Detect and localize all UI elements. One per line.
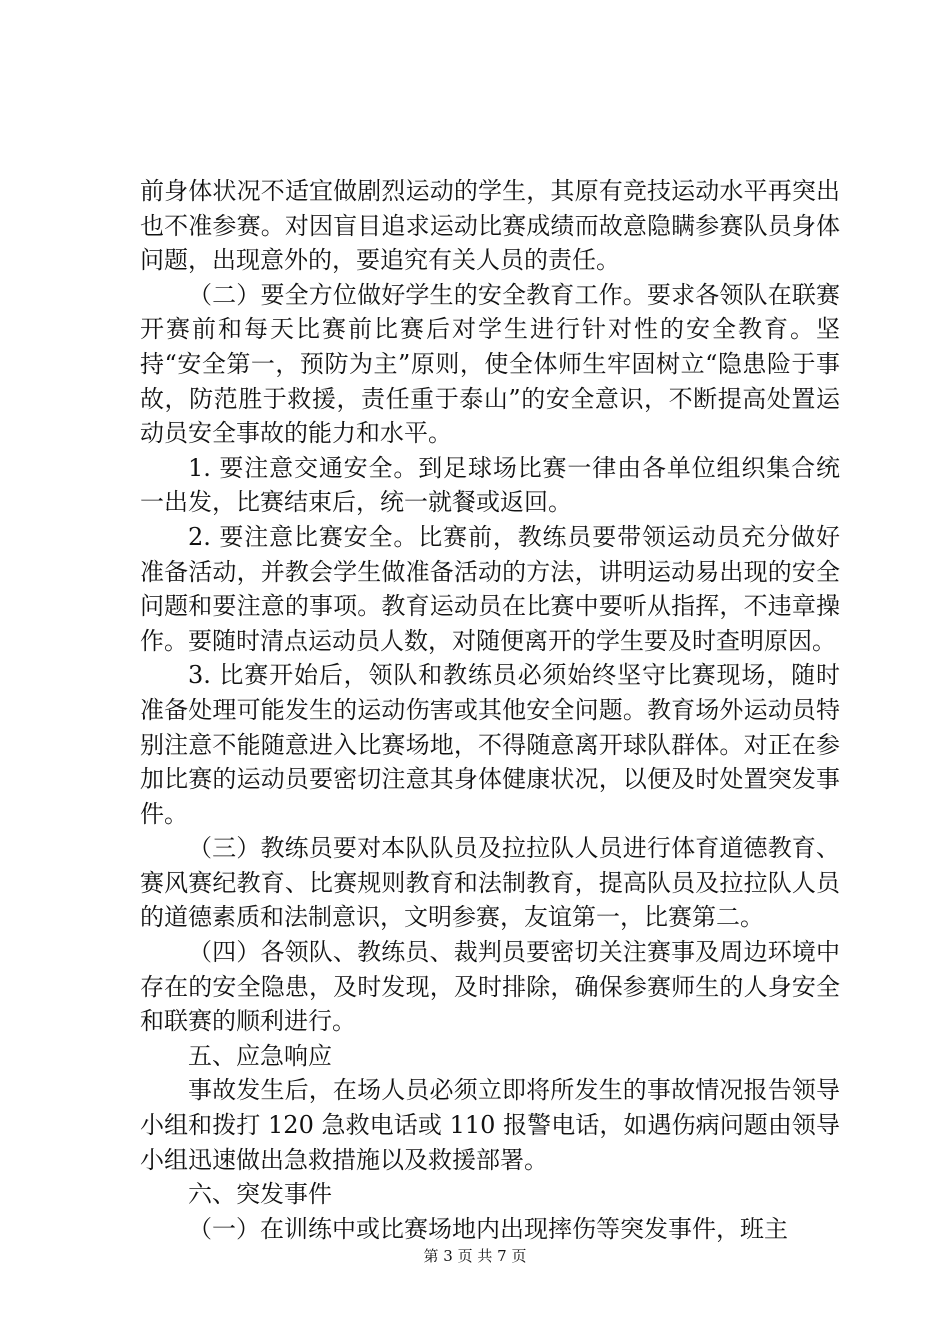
heading-sudden-events: 六、突发事件 bbox=[188, 1180, 332, 1209]
paragraph-continuation: 前身体状况不适宜做剧烈运动的学生，其原有竞技运动水平再突出也不准参赛。对因盲目追求运动比赛成绩而故意隐瞒参赛队员身体问题，出现意外的，要追究有关人员的责任。 bbox=[140, 177, 840, 275]
document-body bbox=[140, 174, 840, 1246]
page-footer: 第 3 页 共 7 页 bbox=[423, 1247, 527, 1265]
paragraph-sudden-events-1: （一）在训练中或比赛场地内出现摔伤等突发事件，班主 bbox=[188, 1214, 788, 1243]
heading-emergency-response: 五、应急响应 bbox=[188, 1041, 332, 1070]
paragraph-emergency-response: 事故发生后，在场人员必须立即将所发生的事故情况报告领导小组和拨打 120 急救电话或 110 报警电话，如遇伤病问题由领导小组迅速做出急救措施以及救援部署。 bbox=[140, 1076, 840, 1174]
paragraph-section-4: （四）各领队、教练员、裁判员要密切关注赛事及周边环境中存在的安全隐患，及时发现，及时排除，确保参赛师生的人身安全和联赛的顺利进行。 bbox=[140, 938, 840, 1036]
paragraph-item-1: 1. 要注意交通安全。到足球场比赛一律由各单位组织集合统一出发，比赛结束后，统一就餐或返回。 bbox=[140, 453, 840, 517]
paragraph-section-2: （二）要全方位做好学生的安全教育工作。要求各领队在联赛开赛前和每天比赛前比赛后对学生进行针对性的安全教育。坚持“安全第一，预防为主”原则，使全体师生牢固树立“隐患险于事故，防范胜于救援，责任重于泰山”的安全意识，不断提高处置运动员安全事故的能力和水平。 bbox=[140, 280, 840, 448]
paragraph-item-2: 2. 要注意比赛安全。比赛前，教练员要带领运动员充分做好准备活动，并教会学生做准备活动的方法，讲明运动易出现的安全问题和要注意的事项。教育运动员在比赛中要听从指挥，不违章操作。要随时清点运动员人数，对随便离开的学生要及时查明原因。 bbox=[140, 522, 840, 655]
paragraph-item-3: 3. 比赛开始后，领队和教练员必须始终坚守比赛现场，随时准备处理可能发生的运动伤害或其他安全问题。教育场外运动员特别注意不能随意进入比赛场地，不得随意离开球队群体。对正在参加比赛的运动员要密切注意其身体健康状况，以便及时处置突发事件。 bbox=[140, 661, 840, 828]
paragraph-section-3: （三）教练员要对本队队员及拉拉队人员进行体育道德教育、赛风赛纪教育、比赛规则教育和法制教育，提高队员及拉拉队人员的道德素质和法制意识，文明参赛，友谊第一，比赛第二。 bbox=[140, 834, 840, 932]
